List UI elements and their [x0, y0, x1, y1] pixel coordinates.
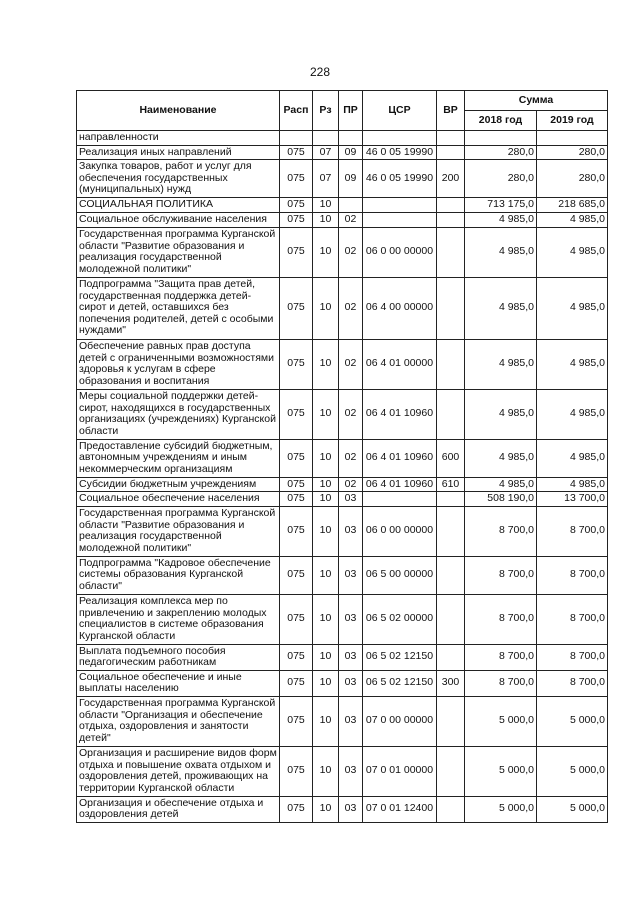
row-rz: 07 — [313, 145, 339, 160]
row-rz: 10 — [313, 796, 339, 822]
row-vr — [437, 145, 465, 160]
row-name: Социальное обеспечение населения — [77, 492, 280, 507]
row-sum-2018: 8 700,0 — [465, 556, 537, 594]
row-sum-2019: 8 700,0 — [537, 506, 608, 556]
row-sum-2018: 4 985,0 — [465, 227, 537, 277]
table-row — [77, 477, 608, 492]
row-vr: 610 — [437, 477, 465, 492]
row-rasp: 075 — [280, 389, 313, 439]
row-sum-2018: 8 700,0 — [465, 670, 537, 696]
row-vr — [437, 492, 465, 507]
table-row — [77, 746, 608, 796]
row-rz: 10 — [313, 198, 339, 213]
row-name: Меры социальной поддержки детей-сирот, находящихся в государственных организациях (учреждениях) Курганской области — [77, 389, 280, 439]
header-name: Наименование — [77, 91, 280, 131]
row-rz: 10 — [313, 594, 339, 644]
row-sum-2019: 4 985,0 — [537, 277, 608, 339]
row-pr: 03 — [339, 594, 363, 644]
row-rasp: 075 — [280, 439, 313, 477]
row-name: Предоставление субсидий бюджетным, автономным учреждениям и иным некоммерческим организациям — [77, 439, 280, 477]
row-name: Социальное обслуживание населения — [77, 213, 280, 228]
row-sum-2019: 280,0 — [537, 145, 608, 160]
row-name: Организация и обеспечение отдыха и оздоровления детей — [77, 796, 280, 822]
row-pr: 02 — [339, 227, 363, 277]
row-rasp: 075 — [280, 492, 313, 507]
row-rasp — [280, 131, 313, 146]
row-sum-2018: 8 700,0 — [465, 644, 537, 670]
row-csr: 06 4 01 10960 — [363, 477, 437, 492]
row-sum-2018: 4 985,0 — [465, 439, 537, 477]
row-name: Организация и расширение видов форм отдыха и повышение охвата отдыхом и оздоровления детей, проживающих на территории Курганской области — [77, 746, 280, 796]
row-name: Реализация комплекса мер по привлечению и закреплению молодых специалистов в системе образования Курганской области — [77, 594, 280, 644]
row-sum-2018: 280,0 — [465, 160, 537, 198]
row-rasp: 075 — [280, 198, 313, 213]
row-sum-2019: 4 985,0 — [537, 439, 608, 477]
row-vr — [437, 277, 465, 339]
row-sum-2018: 8 700,0 — [465, 594, 537, 644]
row-csr: 06 0 00 00000 — [363, 506, 437, 556]
row-pr: 02 — [339, 477, 363, 492]
row-vr — [437, 796, 465, 822]
row-rz: 10 — [313, 339, 339, 389]
table-row — [77, 145, 608, 160]
row-sum-2018 — [465, 131, 537, 146]
row-pr: 03 — [339, 492, 363, 507]
row-rasp: 075 — [280, 227, 313, 277]
table-row — [77, 796, 608, 822]
table-row — [77, 339, 608, 389]
table-row — [77, 160, 608, 198]
row-sum-2019: 4 985,0 — [537, 227, 608, 277]
row-rasp: 075 — [280, 213, 313, 228]
row-csr: 06 5 02 00000 — [363, 594, 437, 644]
row-sum-2019: 280,0 — [537, 160, 608, 198]
row-csr: 07 0 01 00000 — [363, 746, 437, 796]
table-row — [77, 492, 608, 507]
row-rasp: 075 — [280, 477, 313, 492]
row-rz: 10 — [313, 227, 339, 277]
row-name: Подпрограмма "Защита прав детей, государственная поддержка детей-сирот и детей, оставшихся без попечения родителей, детей с особыми нуждами" — [77, 277, 280, 339]
row-sum-2019: 218 685,0 — [537, 198, 608, 213]
row-rz: 10 — [313, 556, 339, 594]
row-rasp: 075 — [280, 594, 313, 644]
row-rz: 10 — [313, 389, 339, 439]
row-rasp: 075 — [280, 339, 313, 389]
row-vr — [437, 389, 465, 439]
row-csr: 06 5 02 12150 — [363, 644, 437, 670]
row-vr — [437, 506, 465, 556]
row-vr — [437, 644, 465, 670]
table-row — [77, 131, 608, 146]
row-pr: 02 — [339, 389, 363, 439]
row-sum-2018: 8 700,0 — [465, 506, 537, 556]
row-pr: 02 — [339, 277, 363, 339]
row-rz: 10 — [313, 477, 339, 492]
table-row — [77, 556, 608, 594]
header-rz: Рз — [313, 91, 339, 131]
row-sum-2019: 8 700,0 — [537, 556, 608, 594]
row-sum-2018: 5 000,0 — [465, 796, 537, 822]
table-row — [77, 594, 608, 644]
row-rz: 10 — [313, 439, 339, 477]
row-sum-2019: 13 700,0 — [537, 492, 608, 507]
row-pr: 03 — [339, 644, 363, 670]
row-pr: 02 — [339, 339, 363, 389]
row-sum-2019: 5 000,0 — [537, 746, 608, 796]
row-csr: 46 0 05 19990 — [363, 145, 437, 160]
table-row — [77, 389, 608, 439]
row-vr — [437, 227, 465, 277]
table-row — [77, 277, 608, 339]
row-name: Субсидии бюджетным учреждениям — [77, 477, 280, 492]
row-vr — [437, 198, 465, 213]
table-row — [77, 506, 608, 556]
row-pr: 03 — [339, 796, 363, 822]
row-sum-2019: 4 985,0 — [537, 389, 608, 439]
row-vr — [437, 696, 465, 746]
table-row — [77, 696, 608, 746]
row-sum-2018: 4 985,0 — [465, 389, 537, 439]
row-name: Государственная программа Курганской области "Развитие образования и реализация государственной молодежной политики" — [77, 227, 280, 277]
header-csr: ЦСР — [363, 91, 437, 131]
row-csr — [363, 213, 437, 228]
row-rasp: 075 — [280, 644, 313, 670]
row-sum-2018: 713 175,0 — [465, 198, 537, 213]
page-number: 228 — [309, 65, 331, 79]
row-rasp: 075 — [280, 746, 313, 796]
row-vr — [437, 594, 465, 644]
row-rz: 07 — [313, 160, 339, 198]
row-sum-2019: 5 000,0 — [537, 796, 608, 822]
row-sum-2018: 4 985,0 — [465, 213, 537, 228]
row-rz: 10 — [313, 277, 339, 339]
table-row — [77, 227, 608, 277]
row-csr: 06 4 00 00000 — [363, 277, 437, 339]
row-sum-2018: 4 985,0 — [465, 277, 537, 339]
row-sum-2019: 4 985,0 — [537, 477, 608, 492]
header-pr: ПР — [339, 91, 363, 131]
row-sum-2019: 5 000,0 — [537, 696, 608, 746]
row-sum-2019 — [537, 131, 608, 146]
row-vr — [437, 746, 465, 796]
row-name: Государственная программа Курганской области "Развитие образования и реализация государственной молодежной политики" — [77, 506, 280, 556]
row-csr — [363, 131, 437, 146]
row-csr — [363, 198, 437, 213]
row-sum-2018: 5 000,0 — [465, 696, 537, 746]
row-vr: 200 — [437, 160, 465, 198]
row-pr — [339, 131, 363, 146]
row-csr: 06 0 00 00000 — [363, 227, 437, 277]
row-sum-2018: 4 985,0 — [465, 339, 537, 389]
row-rasp: 075 — [280, 670, 313, 696]
row-pr — [339, 198, 363, 213]
row-sum-2019: 8 700,0 — [537, 644, 608, 670]
row-pr: 03 — [339, 506, 363, 556]
row-vr: 600 — [437, 439, 465, 477]
row-csr: 06 4 01 00000 — [363, 339, 437, 389]
row-csr: 06 5 00 00000 — [363, 556, 437, 594]
table-row — [77, 644, 608, 670]
row-csr: 06 4 01 10960 — [363, 439, 437, 477]
row-vr — [437, 556, 465, 594]
row-rz: 10 — [313, 746, 339, 796]
row-vr — [437, 213, 465, 228]
row-sum-2018: 280,0 — [465, 145, 537, 160]
row-vr — [437, 339, 465, 389]
row-rz: 10 — [313, 644, 339, 670]
table-header — [77, 91, 608, 131]
row-rz: 10 — [313, 213, 339, 228]
row-rz: 10 — [313, 492, 339, 507]
row-sum-2019: 4 985,0 — [537, 213, 608, 228]
table-row — [77, 670, 608, 696]
row-pr: 03 — [339, 696, 363, 746]
row-name: СОЦИАЛЬНАЯ ПОЛИТИКА — [77, 198, 280, 213]
row-csr: 07 0 01 12400 — [363, 796, 437, 822]
row-pr: 03 — [339, 556, 363, 594]
row-csr: 06 4 01 10960 — [363, 389, 437, 439]
row-rasp: 075 — [280, 696, 313, 746]
row-rasp: 075 — [280, 145, 313, 160]
row-rasp: 075 — [280, 796, 313, 822]
row-vr: 300 — [437, 670, 465, 696]
row-name: Обеспечение равных прав доступа детей с ограниченными возможностями здоровья к услугам в сфере образования и воспитания — [77, 339, 280, 389]
row-pr: 09 — [339, 160, 363, 198]
table-row — [77, 198, 608, 213]
header-sum: Сумма — [465, 91, 608, 111]
budget-table — [76, 90, 608, 823]
row-rz: 10 — [313, 506, 339, 556]
row-rasp: 075 — [280, 160, 313, 198]
row-csr: 07 0 00 00000 — [363, 696, 437, 746]
row-sum-2018: 5 000,0 — [465, 746, 537, 796]
row-sum-2019: 4 985,0 — [537, 339, 608, 389]
row-name: Выплата подъемного пособия педагогическим работникам — [77, 644, 280, 670]
table-body — [77, 131, 608, 823]
row-name: направленности — [77, 131, 280, 146]
row-vr — [437, 131, 465, 146]
table-row — [77, 439, 608, 477]
row-name: Закупка товаров, работ и услуг для обеспечения государственных (муниципальных) нужд — [77, 160, 280, 198]
row-rasp: 075 — [280, 506, 313, 556]
row-pr: 02 — [339, 439, 363, 477]
header-rasp: Расп — [280, 91, 313, 131]
row-pr: 02 — [339, 213, 363, 228]
header-vr: ВР — [437, 91, 465, 131]
row-name: Социальное обеспечение и иные выплаты населению — [77, 670, 280, 696]
row-name: Реализация иных направлений — [77, 145, 280, 160]
row-name: Государственная программа Курганской области "Организация и обеспечение отдыха, оздоровления и занятости детей" — [77, 696, 280, 746]
row-pr: 03 — [339, 746, 363, 796]
row-rasp: 075 — [280, 556, 313, 594]
row-csr — [363, 492, 437, 507]
table-row — [77, 213, 608, 228]
row-pr: 03 — [339, 670, 363, 696]
row-rz — [313, 131, 339, 146]
row-sum-2019: 8 700,0 — [537, 670, 608, 696]
row-sum-2019: 8 700,0 — [537, 594, 608, 644]
row-rasp: 075 — [280, 277, 313, 339]
header-year-2018: 2018 год — [465, 111, 537, 131]
row-pr: 09 — [339, 145, 363, 160]
row-sum-2018: 508 190,0 — [465, 492, 537, 507]
row-name: Подпрограмма "Кадровое обеспечение системы образования Курганской области" — [77, 556, 280, 594]
row-sum-2018: 4 985,0 — [465, 477, 537, 492]
row-rz: 10 — [313, 670, 339, 696]
row-rz: 10 — [313, 696, 339, 746]
header-year-2019: 2019 год — [537, 111, 608, 131]
row-csr: 06 5 02 12150 — [363, 670, 437, 696]
row-csr: 46 0 05 19990 — [363, 160, 437, 198]
